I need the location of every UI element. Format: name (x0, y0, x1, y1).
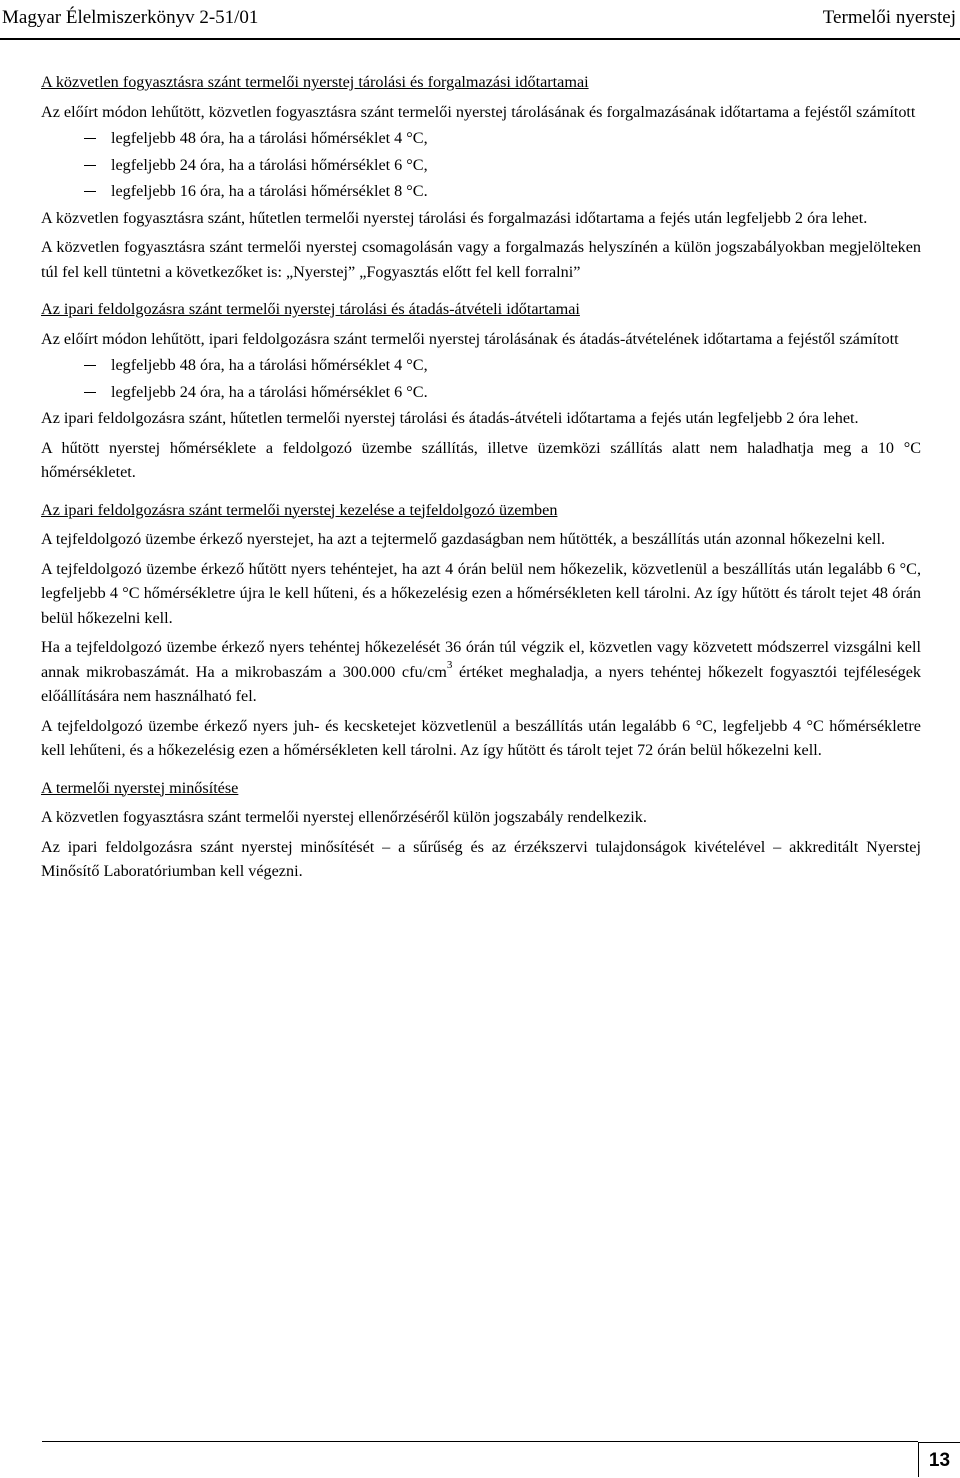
paragraph: A tejfeldolgozó üzembe érkező hűtött nyers tehéntejet, ha azt 4 órán belül nem hőkezelik, közvetlenül a beszállítás után legalább 6 °C, legfeljebb 4 °C hőmérsékletre újra le kell hűteni, és a hőkezelésig ezen a hőmérsékleten kell tárolni. Az így hűtött és tárolt tejet 48 órán belül hőkezelni kell. (41, 559, 921, 627)
footer-divider (42, 1441, 918, 1442)
header-divider (0, 38, 960, 40)
paragraph-text: Ha a tejfeldolgozó üzembe érkező nyers tehéntej hőkezelését 36 órán túl végzik el, közvetlen vagy közvetett módszerrel vizsgálni kell annak mikrobaszámát. Ha a mikrobaszám a 300.000 cfu/cm (41, 638, 921, 681)
section-heading-dairy-handling: Az ipari feldolgozásra szánt termelői nyerstej kezelése a tejfeldolgozó üzemben (41, 500, 558, 519)
list-item: legfeljebb 24 óra, ha a tárolási hőmérséklet 6 °C. (41, 380, 921, 405)
section-heading-qualification: A termelői nyerstej minősítése (41, 778, 239, 797)
section-heading-direct-consumption: A közvetlen fogyasztásra szánt termelői nyerstej tárolási és forgalmazási időtartamai (41, 73, 589, 91)
paragraph: Az előírt módon lehűtött, közvetlen fogyasztásra szánt termelői nyerstej tárolásának és forgalmazásának időtartama a fejéstől számított (41, 102, 916, 121)
paragraph: A tejfeldolgozó üzembe érkező nyers juh- és kecsketejet közvetlenül a beszállítás után legalább 6 °C, legfeljebb 4 °C hőmérsékletre kell lehűteni, és a hőkezelésig ezen a hőmérsékleten kell tárolni. Az így hűtött és tárolt tejet 72 órán belül hőkezelni kell. (41, 716, 921, 759)
paragraph-text: értéket meghaladja, a nyers tehéntej hőkezelt fogyasztói tejféleségek előállítására nem használható fel. (41, 662, 921, 705)
page-header (0, 0, 960, 38)
dash-list (41, 353, 921, 404)
list-item: legfeljebb 48 óra, ha a tárolási hőmérséklet 4 °C, (41, 126, 921, 151)
paragraph: A tejfeldolgozó üzembe érkező nyerstejet, ha azt a tejtermelő gazdaságban nem hűtötték, a beszállítás után azonnal hőkezelni kell. (41, 530, 886, 548)
header-section-title: Termelői nyerstej (822, 7, 956, 28)
superscript: 3 (446, 659, 453, 672)
paragraph: Az ipari feldolgozásra szánt nyerstej minősítését – a sűrűség és az érzékszervi tulajdonságok kivételével – akkreditált Nyerstej Minősítő Laboratóriumban kell végezni. (41, 837, 921, 880)
paragraph: A hűtött nyerstej hőmérséklete a feldolgozó üzembe szállítás, illetve üzemközi szállítás alatt nem haladhatja meg a 10 °C hőmérsékletet. (41, 438, 921, 481)
page-number: 13 (918, 1442, 960, 1477)
paragraph (41, 635, 921, 709)
paragraph: Az előírt módon lehűtött, ipari feldolgozásra szánt termelői nyerstej tárolásának és átadás-átvételének időtartama a fejéstől számított (41, 329, 899, 348)
paragraph: A közvetlen fogyasztásra szánt termelői nyerstej ellenőrzéséről külön jogszabály rendelkezik. (41, 808, 647, 826)
list-item: legfeljebb 48 óra, ha a tárolási hőmérséklet 4 °C, (41, 353, 921, 378)
section-heading-industrial-storage: Az ipari feldolgozásra szánt termelői nyerstej tárolási és átadás-átvételi időtartamai (41, 300, 580, 318)
paragraph: A közvetlen fogyasztásra szánt, hűtetlen termelői nyerstej tárolási és forgalmazási időtartama a fejés után legfeljebb 2 óra lehet. (41, 208, 868, 227)
dash-list (41, 126, 921, 204)
list-item: legfeljebb 24 óra, ha a tárolási hőmérséklet 6 °C, (41, 153, 921, 178)
list-item: legfeljebb 16 óra, ha a tárolási hőmérséklet 8 °C. (41, 179, 921, 204)
header-publication-title: Magyar Élelmiszerkönyv 2-51/01 (2, 7, 259, 28)
paragraph: A közvetlen fogyasztásra szánt termelői nyerstej csomagolásán vagy a forgalmazás helyszínén a külön jogszabályokban megjelölteken túl fel kell tüntetni a következőket is: „Nyerstej” „Fogyasztás előtt fel kell forralni” (41, 238, 921, 281)
paragraph: Az ipari feldolgozásra szánt, hűtetlen termelői nyerstej tárolási és átadás-átvételi időtartama a fejés után legfeljebb 2 óra lehet. (41, 409, 859, 427)
document-body (41, 70, 921, 889)
